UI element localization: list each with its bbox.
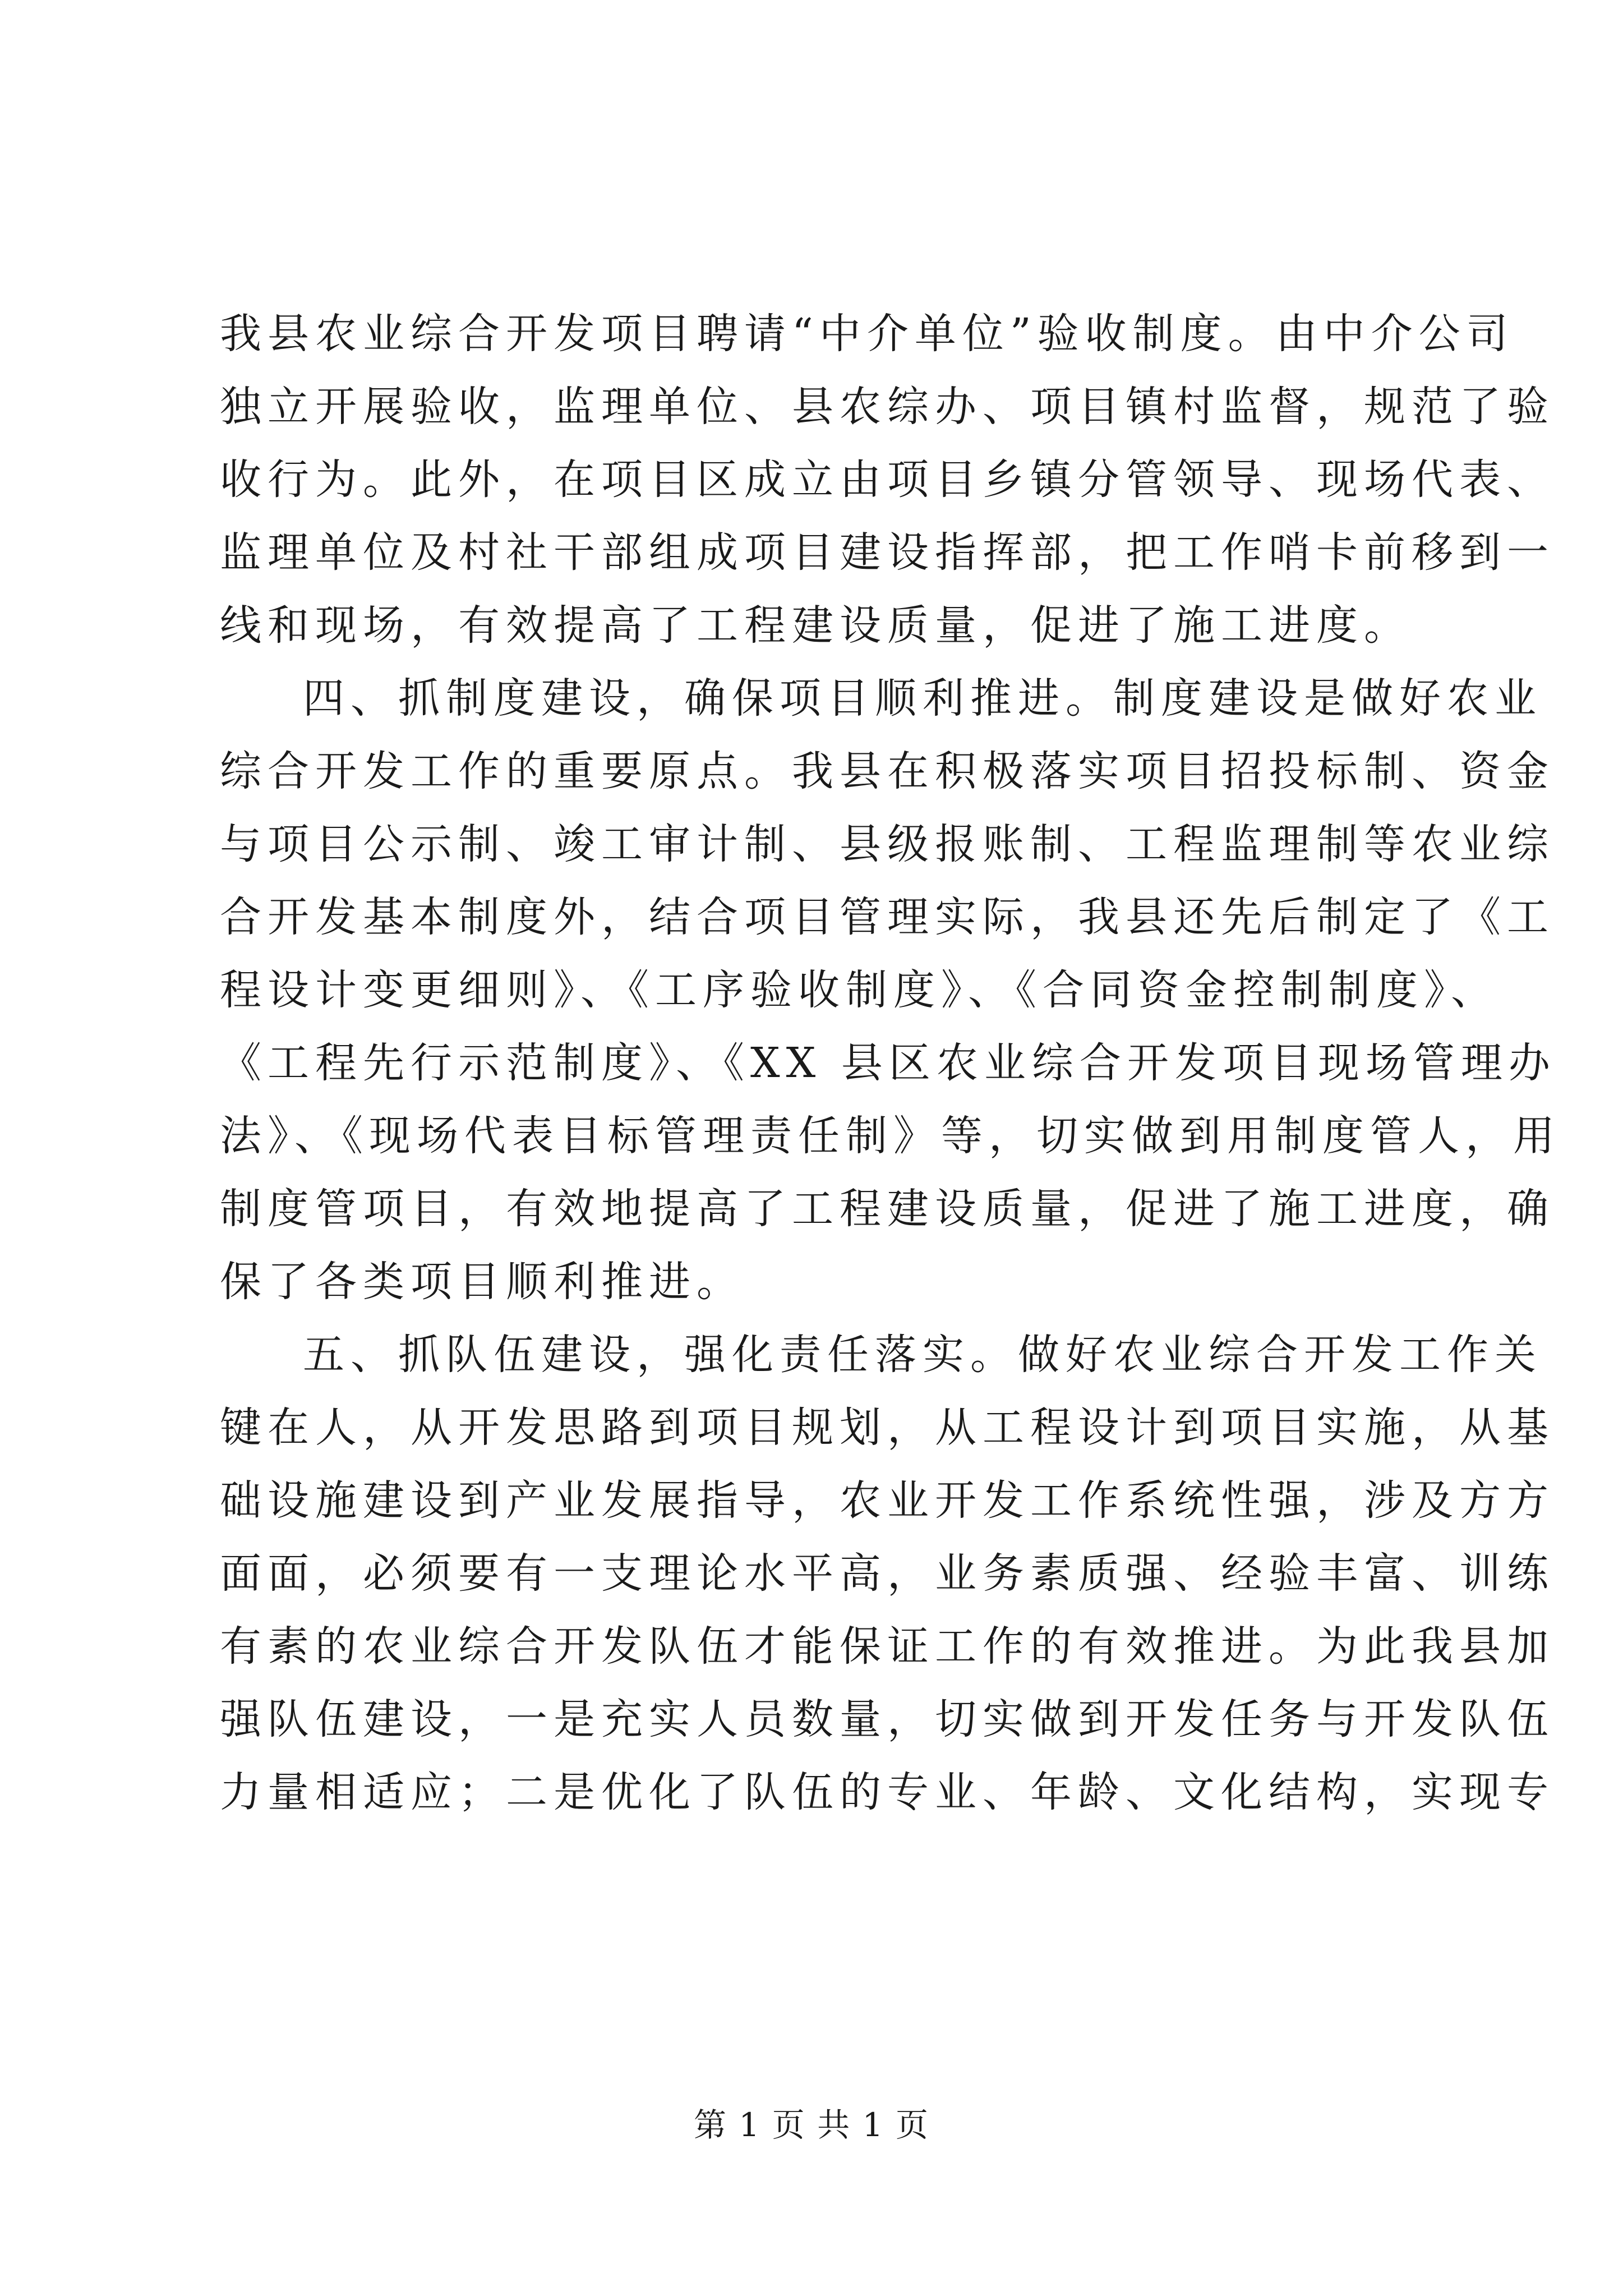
text-line: 合开发基本制度外，结合项目管理实际，我县还先后制定了《工 — [220, 893, 1555, 941]
text-line: 线和现场，有效提高了工程建设质量，促进了施工进度。 — [220, 601, 1412, 650]
text-line: 与项目公示制、竣工审计制、县级报账制、工程监理制等农业综 — [220, 820, 1555, 868]
text-line: 键在人，从开发思路到项目规划，从工程设计到项目实施，从基 — [220, 1404, 1555, 1452]
text-line: 有素的农业综合开发队伍才能保证工作的有效推进。为此我县加 — [220, 1622, 1555, 1671]
text-line: 制度管项目，有效地提高了工程建设质量，促进了施工进度，确 — [220, 1185, 1555, 1233]
text-line: 收行为。此外，在项目区成立由项目乡镇分管领导、现场代表、 — [220, 455, 1555, 504]
text-line: 我县农业综合开发项目聘请“中介单位”验收制度。由中介公司 — [220, 310, 1514, 358]
text-line: 础设施建设到产业发展指导，农业开发工作系统性强，涉及方方 — [220, 1476, 1555, 1525]
text-line: 监理单位及村社干部组成项目建设指挥部，把工作哨卡前移到一 — [220, 528, 1555, 577]
text-line: 强队伍建设，一是充实人员数量，切实做到开发任务与开发队伍 — [220, 1695, 1555, 1743]
text-line: 面面，必须要有一支理论水平高，业务素质强、经验丰富、训练 — [220, 1549, 1555, 1598]
text-line: 法》、《现场代表目标管理责任制》等，切实做到用制度管人，用 — [220, 1112, 1561, 1160]
text-line: 《工程先行示范制度》、《XX 县区农业综合开发项目现场管理办 — [220, 1039, 1556, 1087]
text-line: 独立开展验收，监理单位、县农综办、项目镇村监督，规范了验 — [220, 383, 1555, 431]
document-body — [220, 297, 1561, 1829]
text-line: 保了各类项目顺利推进。 — [220, 1258, 744, 1306]
text-line: 程设计变更细则》、《工序验收制度》、《合同资金控制制度》、 — [220, 966, 1498, 1014]
paragraph-start-line: 五、抓队伍建设，强化责任落实。做好农业综合开发工作关 — [303, 1331, 1542, 1379]
text-line: 综合开发工作的重要原点。我县在积极落实项目招投标制、资金 — [220, 747, 1555, 795]
text-line: 力量相适应；二是优化了队伍的专业、年龄、文化结构，实现专 — [220, 1768, 1555, 1816]
page-footer — [0, 2102, 1623, 2147]
page-number: 第 1 页 共 1 页 — [694, 2106, 929, 2144]
paragraph-start-line: 四、抓制度建设，确保项目顺利推进。制度建设是做好农业 — [303, 674, 1542, 723]
